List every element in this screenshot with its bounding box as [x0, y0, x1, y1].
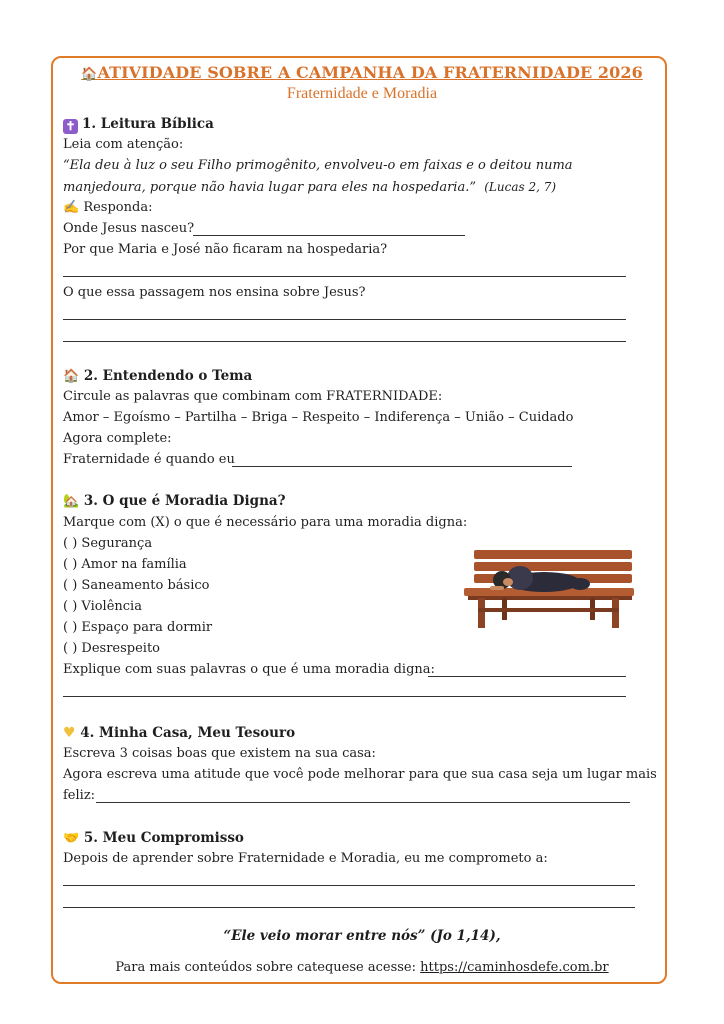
complete-label: Agora complete: — [63, 431, 172, 446]
section4-heading: ♥ 4. Minha Casa, Meu Tesouro — [63, 725, 296, 741]
page-subtitle: Fraternidade e Moradia — [286, 85, 438, 102]
section2-heading: 🏠 2. Entendendo o Tema — [63, 368, 253, 384]
footer-more-text: Para mais conteúdos sobre catequese acesse: https://caminhosdefe.com.br — [115, 960, 609, 975]
section5-heading: 🤝 5. Meu Compromisso — [63, 830, 244, 846]
respond-label: ✍ Responda: — [63, 200, 153, 215]
bible-quote-reference: (Lucas 2, 7) — [484, 180, 557, 194]
option-family-love[interactable]: ( ) Amor na família — [63, 557, 187, 572]
section1-heading: ✝ 1. Leitura Bíblica — [63, 115, 214, 134]
writing-hand-icon: ✍ — [63, 200, 80, 215]
section2-instruction: Circule as palavras que combinam com FRATERNIDADE: — [63, 389, 443, 404]
heart-icon: ♥ — [63, 725, 76, 741]
section4-line2: Agora escreva uma atitude que você pode melhorar para que sua casa seja um lugar mais — [63, 767, 657, 782]
answer-line-hospedaria[interactable] — [63, 276, 626, 277]
question-birthplace: Onde Jesus nasceu? — [63, 221, 195, 236]
question-teaching: O que essa passagem nos ensina sobre Jesus? — [63, 285, 366, 300]
answer-line-teaching-1[interactable] — [63, 319, 626, 320]
section4-line1: Escreva 3 coisas boas que existem na sua casa: — [63, 746, 376, 761]
answer-line-commitment-1[interactable] — [63, 885, 635, 886]
option-sleeping-space[interactable]: ( ) Espaço para dormir — [63, 620, 213, 635]
footer-quote: “Ele veio morar entre nós” (Jo 1,14), — [223, 928, 501, 944]
answer-line-explain-1[interactable] — [428, 676, 626, 677]
answer-line-attitude[interactable] — [96, 802, 630, 803]
explain-prompt: Explique com suas palavras o que é uma moradia digna: — [63, 662, 435, 677]
section1-intro: Leia com atenção: — [63, 137, 184, 152]
option-violence[interactable]: ( ) Violência — [63, 599, 142, 614]
answer-line-teaching-2[interactable] — [63, 341, 626, 342]
house-icon: 🏠 — [63, 369, 80, 384]
word-list[interactable]: Amor – Egoísmo – Partilha – Briga – Respeito – Indiferença – União – Cuidado — [63, 410, 574, 425]
answer-line-birthplace[interactable] — [193, 235, 465, 236]
option-security[interactable]: ( ) Segurança — [63, 536, 153, 551]
option-sanitation[interactable]: ( ) Saneamento básico — [63, 578, 210, 593]
section3-instruction: Marque com (X) o que é necessário para uma moradia digna: — [63, 515, 468, 530]
page-title: 🏠ATIVIDADE SOBRE A CAMPANHA DA FRATERNIDADE 2026 — [81, 63, 643, 82]
option-disrespect[interactable]: ( ) Desrespeito — [63, 641, 160, 656]
homeless-on-bench-illustration — [462, 548, 636, 632]
house-icon: 🏠 — [81, 67, 98, 82]
section5-line1: Depois de aprender sobre Fraternidade e Moradia, eu me comprometo a: — [63, 851, 548, 866]
fraternity-prompt: Fraternidade é quando eu — [63, 452, 235, 467]
bible-quote-line2: manjedoura, porque não havia lugar para eles na hospedaria.” (Lucas 2, 7) — [63, 180, 557, 195]
section4-line3: feliz: — [63, 788, 96, 803]
answer-line-fraternity[interactable] — [232, 466, 572, 467]
site-link[interactable]: https://caminhosdefe.com.br — [420, 960, 609, 975]
answer-line-commitment-2[interactable] — [63, 907, 635, 908]
section3-heading: 🏡 3. O que é Moradia Digna? — [63, 493, 286, 509]
question-hospedaria: Por que Maria e José não ficaram na hospedaria? — [63, 242, 388, 257]
handshake-icon: 🤝 — [63, 831, 80, 846]
cross-icon: ✝ — [63, 119, 78, 134]
answer-line-explain-2[interactable] — [63, 696, 626, 697]
bible-quote-line1: “Ela deu à luz o seu Filho primogênito, envolveu-o em faixas e o deitou numa — [63, 158, 573, 173]
house-garden-icon: 🏡 — [63, 494, 80, 509]
